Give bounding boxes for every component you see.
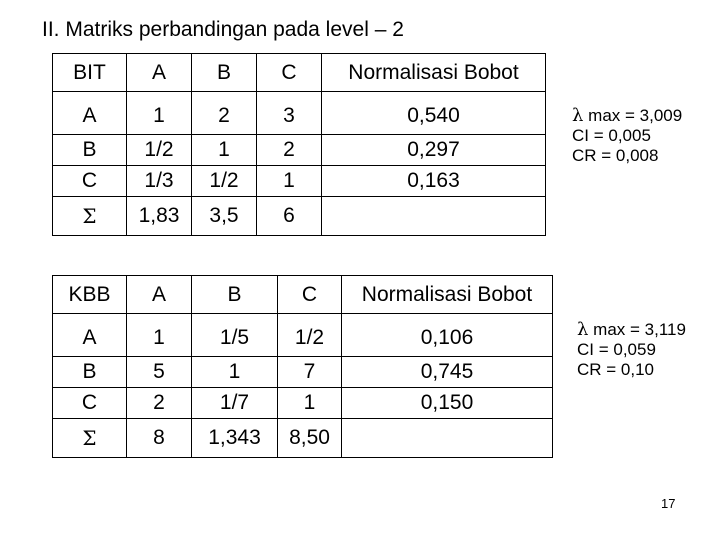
sum-cell: 1,343 [192, 419, 278, 458]
sum-cell: 6 [257, 197, 322, 236]
weight-cell: 0,150 [342, 388, 553, 419]
header-cell: C [278, 276, 342, 314]
table-row [53, 166, 546, 197]
header-cell: B [192, 54, 257, 92]
header-cell: C [257, 54, 322, 92]
table-row [53, 92, 546, 135]
row-label: A [53, 314, 127, 357]
header-cell: Normalisasi Bobot [342, 276, 553, 314]
lambda-max: λ max = 3,009 [572, 105, 683, 126]
matrix-cell: 1/2 [192, 166, 257, 197]
row-label: B [53, 135, 127, 166]
cr-value: CR = 0,008 [572, 146, 659, 165]
matrix-cell: 1 [278, 388, 342, 419]
table-row [53, 135, 546, 166]
weight-cell: 0,540 [322, 92, 546, 135]
comparison-matrix-bit [52, 53, 546, 236]
matrix-cell: 1 [127, 92, 192, 135]
weight-cell: 0,163 [322, 166, 546, 197]
header-cell: A [127, 276, 192, 314]
header-cell: A [127, 54, 192, 92]
consistency-stats-bit [572, 106, 682, 166]
matrix-cell: 2 [192, 92, 257, 135]
consistency-stats-kbb [577, 320, 686, 380]
sum-cell: 3,5 [192, 197, 257, 236]
row-label: C [53, 166, 127, 197]
slide-title: II. Matriks perbandingan pada level – 2 [42, 18, 404, 41]
ci-value: CI = 0,005 [572, 126, 651, 145]
matrix-cell: 5 [127, 357, 192, 388]
matrix-cell: 3 [257, 92, 322, 135]
page-number: 17 [661, 496, 676, 511]
weight-cell: 0,745 [342, 357, 553, 388]
sum-cell: 8,50 [278, 419, 342, 458]
matrix-cell: 1 [257, 166, 322, 197]
table-row [53, 357, 553, 388]
row-label: B [53, 357, 127, 388]
matrix-cell: 1/2 [278, 314, 342, 357]
row-label: C [53, 388, 127, 419]
sum-cell: 1,83 [127, 197, 192, 236]
matrix-cell: 1/5 [192, 314, 278, 357]
weight-cell: 0,297 [322, 135, 546, 166]
matrix-cell: 2 [127, 388, 192, 419]
matrix-cell: 1/2 [127, 135, 192, 166]
header-cell: KBB [53, 276, 127, 314]
matrix-cell: 1 [127, 314, 192, 357]
sigma-label: Σ [53, 419, 127, 458]
sum-cell [322, 197, 546, 236]
lambda-symbol: λ [577, 319, 589, 340]
sum-row [53, 419, 553, 458]
matrix-cell: 1 [192, 357, 278, 388]
comparison-matrix-kbb [52, 275, 553, 458]
sum-row [53, 197, 546, 236]
matrix-cell: 1/7 [192, 388, 278, 419]
header-cell: BIT [53, 54, 127, 92]
row-label: A [53, 92, 127, 135]
table-row [53, 388, 553, 419]
matrix-cell: 2 [257, 135, 322, 166]
ci-value: CI = 0,059 [577, 340, 656, 359]
matrix-cell: 7 [278, 357, 342, 388]
lambda-symbol: λ [572, 105, 584, 126]
sum-cell [342, 419, 553, 458]
matrix-cell: 1/3 [127, 166, 192, 197]
table-header-row [53, 276, 553, 314]
weight-cell: 0,106 [342, 314, 553, 357]
sigma-label: Σ [53, 197, 127, 236]
table-row [53, 314, 553, 357]
header-cell: Normalisasi Bobot [322, 54, 546, 92]
cr-value: CR = 0,10 [577, 360, 655, 379]
sum-cell: 8 [127, 419, 192, 458]
lambda-max: λ max = 3,119 [577, 319, 686, 340]
header-cell: B [192, 276, 278, 314]
table-header-row [53, 54, 546, 92]
matrix-cell: 1 [192, 135, 257, 166]
